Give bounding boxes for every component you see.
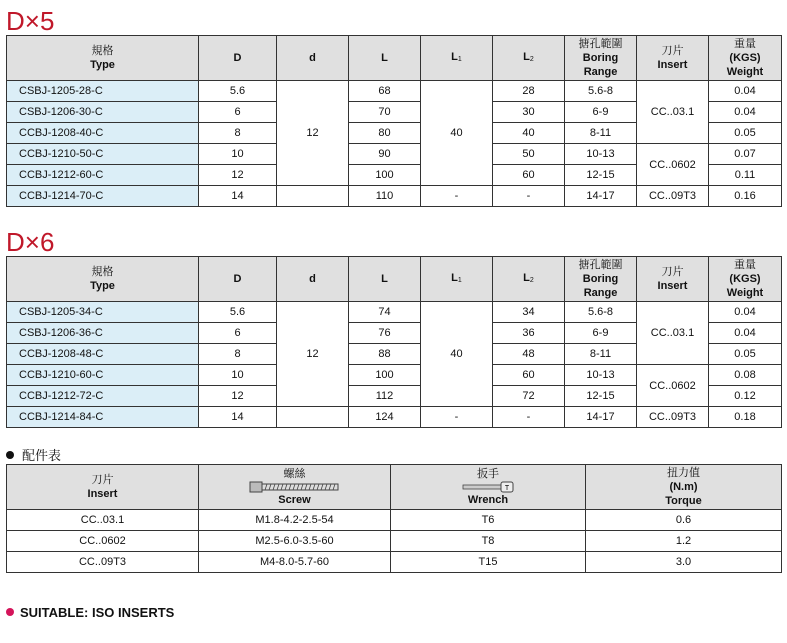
cell-D: 6	[199, 102, 277, 123]
cell-range: 5.6-8	[565, 302, 637, 323]
cell-range: 6-9	[565, 102, 637, 123]
cell-L: 100	[349, 365, 421, 386]
cell-L2: 28	[493, 81, 565, 102]
header-L: L	[349, 257, 421, 302]
cell-insert: CC..0602	[637, 144, 709, 186]
header-insert: 刀片 Insert	[7, 465, 199, 510]
header-screw: 螺絲 Screw	[199, 465, 391, 510]
cell-D: 10	[199, 365, 277, 386]
cell-L2: -	[493, 186, 565, 207]
cell-L: 74	[349, 302, 421, 323]
screw-icon	[249, 481, 341, 493]
header-L1: $L_1$	[421, 257, 493, 302]
section-title-dx5: D×5	[6, 6, 55, 36]
cell-type: CCBJ-1210-50-C	[7, 144, 199, 165]
table-row	[7, 365, 782, 386]
cell-torque: 3.0	[586, 552, 782, 573]
cell-torque: 0.6	[586, 510, 782, 531]
cell-d-merged: 12	[277, 81, 349, 186]
table-header	[7, 257, 782, 302]
cell-L2: 30	[493, 102, 565, 123]
cell-L: 70	[349, 102, 421, 123]
cell-type: CSBJ-1205-34-C	[7, 302, 199, 323]
header-L2: $L_2$	[493, 257, 565, 302]
cell-weight: 0.07	[709, 144, 782, 165]
cell-screw: M2.5-6.0-3.5-60	[199, 531, 391, 552]
cell-weight: 0.05	[709, 344, 782, 365]
table-row	[7, 186, 782, 207]
cell-type: CCBJ-1214-84-C	[7, 407, 199, 428]
table-header	[7, 36, 782, 81]
cell-range: 10-13	[565, 144, 637, 165]
cell-L2: 34	[493, 302, 565, 323]
table-row	[7, 144, 782, 165]
cell-L2: 40	[493, 123, 565, 144]
cell-L: 76	[349, 323, 421, 344]
cell-weight: 0.04	[709, 302, 782, 323]
cell-insert: CC..0602	[637, 365, 709, 407]
cell-L: 90	[349, 144, 421, 165]
cell-D: 8	[199, 344, 277, 365]
svg-text:T: T	[504, 485, 510, 492]
header-D: D	[199, 36, 277, 81]
cell-D: 12	[199, 386, 277, 407]
wrench-icon	[462, 481, 514, 493]
cell-D: 8	[199, 123, 277, 144]
header-weight: 重量 (KGS) Weight	[709, 257, 782, 302]
cell-torque: 1.2	[586, 531, 782, 552]
cell-L: 68	[349, 81, 421, 102]
header-d: d	[277, 257, 349, 302]
cell-insert: CC..03.1	[7, 510, 199, 531]
cell-insert: CC..09T3	[637, 407, 709, 428]
header-type: 規格 Type	[7, 36, 199, 81]
cell-type: CCBJ-1210-60-C	[7, 365, 199, 386]
cell-L2: 48	[493, 344, 565, 365]
cell-type: CSBJ-1206-36-C	[7, 323, 199, 344]
header-d: d	[277, 36, 349, 81]
spec-table-dx6	[6, 256, 782, 428]
cell-L: 80	[349, 123, 421, 144]
accessories-table	[6, 464, 782, 573]
table-row	[7, 302, 782, 323]
cell-range: 5.6-8	[565, 81, 637, 102]
cell-insert: CC..03.1	[637, 81, 709, 144]
header-L2: $L_2$	[493, 36, 565, 81]
cell-D: 5.6	[199, 302, 277, 323]
cell-L1: -	[421, 407, 493, 428]
cell-weight: 0.11	[709, 165, 782, 186]
cell-range: 14-17	[565, 407, 637, 428]
cell-weight: 0.04	[709, 81, 782, 102]
cell-type: CCBJ-1208-40-C	[7, 123, 199, 144]
cell-type: CSBJ-1205-28-C	[7, 81, 199, 102]
cell-L: 100	[349, 165, 421, 186]
cell-L: 88	[349, 344, 421, 365]
spec-table-dx5	[6, 35, 782, 207]
cell-range: 12-15	[565, 386, 637, 407]
cell-range: 6-9	[565, 323, 637, 344]
cell-weight: 0.05	[709, 123, 782, 144]
cell-D: 6	[199, 323, 277, 344]
cell-D: 10	[199, 144, 277, 165]
cell-weight: 0.04	[709, 323, 782, 344]
header-boring-range: 搪孔範圍 Boring Range	[565, 257, 637, 302]
cell-L2: 50	[493, 144, 565, 165]
cell-type: CCBJ-1212-72-C	[7, 386, 199, 407]
cell-insert: CC..03.1	[637, 302, 709, 365]
cell-weight: 0.08	[709, 365, 782, 386]
cell-L2: 60	[493, 165, 565, 186]
cell-L1-merged: 40	[421, 302, 493, 407]
cell-L1: -	[421, 186, 493, 207]
cell-screw: M4-8.0-5.7-60	[199, 552, 391, 573]
cell-type: CSBJ-1206-30-C	[7, 102, 199, 123]
header-wrench: 扳手 T Wrench	[391, 465, 586, 510]
cell-range: 10-13	[565, 365, 637, 386]
header-weight: 重量 (KGS) Weight	[709, 36, 782, 81]
cell-range: 14-17	[565, 186, 637, 207]
cell-weight: 0.18	[709, 407, 782, 428]
table-header	[7, 465, 782, 510]
cell-L: 110	[349, 186, 421, 207]
table-row	[7, 81, 782, 102]
cell-wrench: T15	[391, 552, 586, 573]
accessories-heading: 配件表	[6, 445, 61, 464]
table-row	[7, 531, 782, 552]
bullet-icon	[6, 608, 14, 616]
cell-d-merged: 12	[277, 302, 349, 407]
header-boring-range: 搪孔範圍 Boring Range	[565, 36, 637, 81]
cell-wrench: T6	[391, 510, 586, 531]
header-L1: $L_1$	[421, 36, 493, 81]
suitable-note: SUITABLE: ISO INSERTS	[6, 605, 174, 620]
cell-wrench: T8	[391, 531, 586, 552]
cell-weight: 0.04	[709, 102, 782, 123]
cell-L: 124	[349, 407, 421, 428]
table-row	[7, 407, 782, 428]
header-L: L	[349, 36, 421, 81]
cell-insert: CC..0602	[7, 531, 199, 552]
table-row	[7, 552, 782, 573]
cell-range: 8-11	[565, 344, 637, 365]
cell-D: 14	[199, 186, 277, 207]
cell-insert: CC..09T3	[637, 186, 709, 207]
cell-L2: -	[493, 407, 565, 428]
cell-range: 8-11	[565, 123, 637, 144]
cell-type: CCBJ-1208-48-C	[7, 344, 199, 365]
header-type: 規格 Type	[7, 257, 199, 302]
cell-L2: 72	[493, 386, 565, 407]
cell-weight: 0.16	[709, 186, 782, 207]
header-torque: 扭力值 (N.m) Torque	[586, 465, 782, 510]
cell-L2: 60	[493, 365, 565, 386]
cell-d	[277, 407, 349, 428]
cell-L: 112	[349, 386, 421, 407]
header-insert: 刀片 Insert	[637, 257, 709, 302]
cell-D: 14	[199, 407, 277, 428]
cell-weight: 0.12	[709, 386, 782, 407]
cell-type: CCBJ-1212-60-C	[7, 165, 199, 186]
section-title-dx6: D×6	[6, 227, 55, 257]
header-insert: 刀片 Insert	[637, 36, 709, 81]
cell-L2: 36	[493, 323, 565, 344]
bullet-icon	[6, 451, 14, 459]
cell-range: 12-15	[565, 165, 637, 186]
table-row	[7, 510, 782, 531]
cell-screw: M1.8-4.2-2.5-54	[199, 510, 391, 531]
cell-D: 5.6	[199, 81, 277, 102]
cell-L1-merged: 40	[421, 81, 493, 186]
cell-d	[277, 186, 349, 207]
cell-insert: CC..09T3	[7, 552, 199, 573]
cell-type: CCBJ-1214-70-C	[7, 186, 199, 207]
header-D: D	[199, 257, 277, 302]
cell-D: 12	[199, 165, 277, 186]
